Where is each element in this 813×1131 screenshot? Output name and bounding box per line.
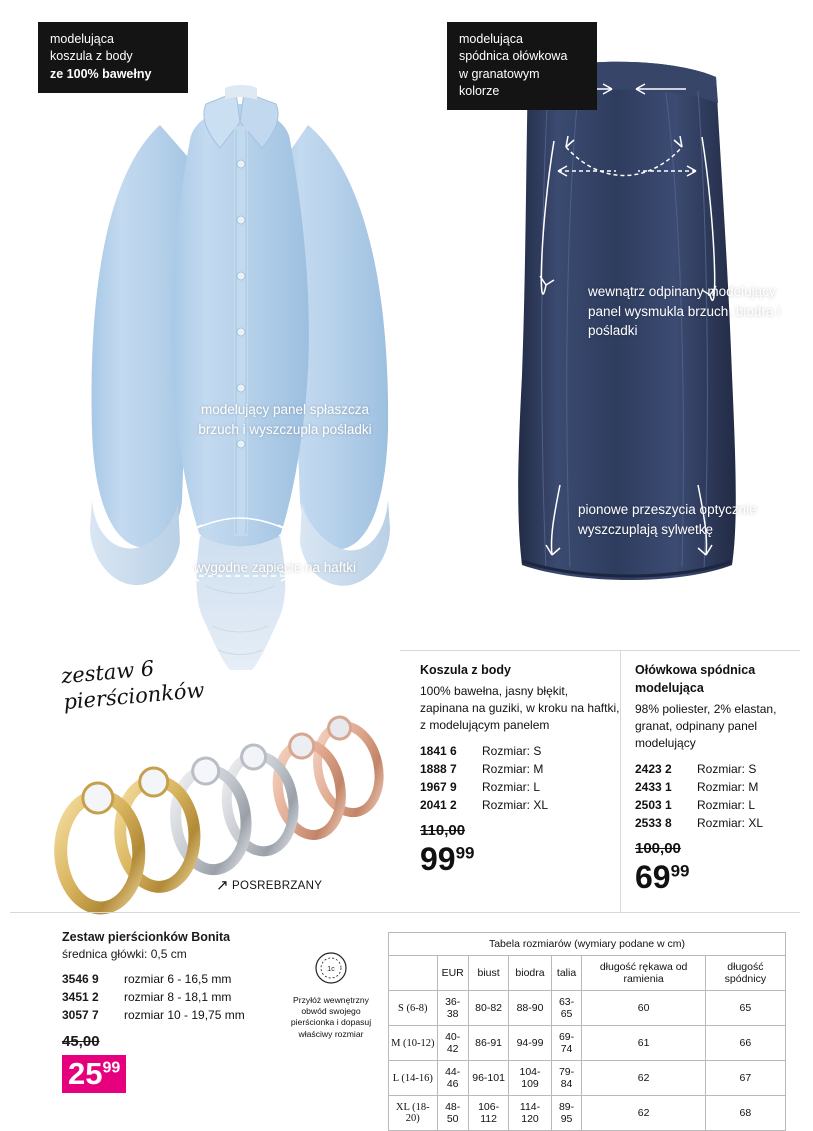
divider-horizontal-bottom <box>10 912 800 913</box>
cell: 61 <box>582 1026 705 1061</box>
callout-skirt-line3: w granatowym <box>459 66 540 81</box>
rings-heading: zestaw 6 pierścionków <box>60 656 206 715</box>
product-size: rozmiar 8 - 18,1 mm <box>124 989 232 1004</box>
size-table-header: talia <box>551 956 582 991</box>
cell: 60 <box>582 991 705 1026</box>
code-row <box>635 779 813 796</box>
annotation-skirt-panel: wewnątrz odpinany modelujący panel wysmukla brzuch, biodra i pośladki <box>588 284 781 339</box>
table-row <box>389 1096 786 1131</box>
callout-skirt-line4: kolorze <box>459 83 500 98</box>
cell: XL (18-20) <box>389 1096 438 1131</box>
cell: 36-38 <box>437 991 468 1026</box>
price-decimal: 99 <box>455 843 475 863</box>
product-code: 2423 2 <box>635 761 672 776</box>
code-row <box>62 1007 292 1024</box>
svg-text:1c: 1c <box>327 966 335 973</box>
cell: 66 <box>705 1026 785 1061</box>
product-size: Rozmiar: M <box>697 779 759 794</box>
product-skirt-codes <box>635 761 813 832</box>
code-row <box>420 779 620 796</box>
cell: S (6-8) <box>389 991 438 1026</box>
ring-sizer-icon <box>308 945 354 991</box>
size-table-header <box>389 956 438 991</box>
price-integer: 99 <box>420 841 456 878</box>
price-integer: 25 <box>68 1056 103 1092</box>
size-table-header: długość spódnicy <box>705 956 785 991</box>
cell: 65 <box>705 991 785 1026</box>
callout-skirt <box>447 22 597 110</box>
cell: 104-109 <box>509 1061 551 1096</box>
price-decimal: 99 <box>102 1060 121 1078</box>
code-row <box>62 989 292 1006</box>
cell: 69-74 <box>551 1026 582 1061</box>
price-decimal: 99 <box>670 861 690 881</box>
product-code: 2533 8 <box>635 815 672 830</box>
product-size: Rozmiar: S <box>697 761 757 776</box>
divider-vertical <box>620 650 621 912</box>
callout-shirt <box>38 22 188 93</box>
silver-arrow-icon: ↗ <box>216 877 229 894</box>
product-shirt-codes <box>420 743 620 814</box>
product-code: 1888 7 <box>420 761 457 776</box>
product-ringset <box>62 928 292 1093</box>
size-table-header: EUR <box>437 956 468 991</box>
callout-skirt-line2: spódnica ołówkowa <box>459 49 568 64</box>
product-size: rozmiar 10 - 19,75 mm <box>124 1008 245 1023</box>
product-size: Rozmiar: L <box>697 797 756 812</box>
cell: 114-120 <box>509 1096 551 1131</box>
callout-skirt-line1: modelująca <box>459 32 523 46</box>
annotation-shirt-panel: modelujący panel spłaszcza brzuch i wyszczupla pośladki <box>198 402 372 437</box>
code-row <box>62 971 292 988</box>
table-row <box>389 1061 786 1096</box>
cell: 89-95 <box>551 1096 582 1131</box>
annotation-shirt-hook: wygodne zapięcie na haftki <box>193 560 357 575</box>
cell: 63-65 <box>551 991 582 1026</box>
size-table-caption: Tabela rozmiarów (wymiary podane w cm) <box>389 933 786 956</box>
product-code: 2503 1 <box>635 797 672 812</box>
cell: 86-91 <box>468 1026 509 1061</box>
ring-measure-note <box>288 945 374 1040</box>
code-row <box>635 797 813 814</box>
callout-shirt-line2: koszula z body <box>50 49 133 64</box>
code-row <box>420 761 620 778</box>
cell: 62 <box>582 1061 705 1096</box>
product-size: rozmiar 6 - 16,5 mm <box>124 971 232 986</box>
product-ringset-codes <box>62 971 292 1025</box>
annotation-skirt-seam: pionowe przeszycia optycznie wyszczuplają sylwetkę <box>578 502 757 537</box>
product-shirt <box>420 662 620 878</box>
product-ringset-name: Zestaw pierścionków Bonita <box>62 930 231 944</box>
callout-shirt-line1: modelująca <box>50 32 114 46</box>
size-table-header: długość rękawa od ramienia <box>582 956 705 991</box>
product-code: 2041 2 <box>420 797 457 812</box>
product-skirt-desc: 98% poliester, 2% elastan, granat, odpinany panel modelujący <box>635 701 777 750</box>
cell: 94-99 <box>509 1026 551 1061</box>
cell: 68 <box>705 1096 785 1131</box>
cell: L (14-16) <box>389 1061 438 1096</box>
divider-horizontal-top <box>400 650 800 651</box>
silver-label: POSREBRZANY <box>232 880 323 892</box>
product-size: Rozmiar: XL <box>697 815 764 830</box>
cell: 40-42 <box>437 1026 468 1061</box>
product-skirt-old-price: 100,00 <box>635 839 681 857</box>
cell: 88-90 <box>509 991 551 1026</box>
code-row <box>420 797 620 814</box>
product-size: Rozmiar: S <box>482 743 542 758</box>
product-size: Rozmiar: L <box>482 779 541 794</box>
product-code: 1967 9 <box>420 779 457 794</box>
cell: 48-50 <box>437 1096 468 1131</box>
product-skirt-price <box>635 859 813 896</box>
product-shirt-price <box>420 841 620 878</box>
code-row <box>635 815 813 832</box>
size-table-header: biust <box>468 956 509 991</box>
product-size: Rozmiar: M <box>482 761 544 776</box>
product-ringset-price <box>62 1055 126 1093</box>
size-table-header: biodra <box>509 956 551 991</box>
product-skirt <box>635 662 813 896</box>
table-row <box>389 1026 786 1061</box>
product-ringset-old-price: 45,00 <box>62 1032 100 1050</box>
cell: 79-84 <box>551 1061 582 1096</box>
product-code: 3057 7 <box>62 1008 99 1023</box>
cell: 44-46 <box>437 1061 468 1096</box>
code-row <box>635 761 813 778</box>
cell: 80-82 <box>468 991 509 1026</box>
product-shirt-name: Koszula z body <box>420 663 511 677</box>
product-code: 3451 2 <box>62 989 99 1004</box>
cell: 67 <box>705 1061 785 1096</box>
product-code: 2433 1 <box>635 779 672 794</box>
cell: M (10-12) <box>389 1026 438 1061</box>
ring-measure-text: Przyłóż wewnętrzny obwód swojego pierścionka i dopasuj właściwy rozmiar <box>290 995 372 1039</box>
table-row <box>389 991 786 1026</box>
price-integer: 69 <box>635 859 671 896</box>
product-shirt-old-price: 110,00 <box>420 821 466 839</box>
product-code: 1841 6 <box>420 743 457 758</box>
product-ringset-desc: średnica główki: 0,5 cm <box>62 947 187 962</box>
product-code: 3546 9 <box>62 971 99 986</box>
product-shirt-desc: 100% bawełna, jasny błękit, zapinana na guziki, w kroku na haftki, z modelującym panelem <box>420 683 620 732</box>
callout-shirt-line3: ze 100% bawełny <box>50 66 152 81</box>
size-table <box>388 932 786 1131</box>
cell: 62 <box>582 1096 705 1131</box>
product-skirt-name: Ołówkowa spódnica modelująca <box>635 663 756 695</box>
cell: 106-112 <box>468 1096 509 1131</box>
cell: 96-101 <box>468 1061 509 1096</box>
code-row <box>420 743 620 760</box>
product-size: Rozmiar: XL <box>482 797 549 812</box>
